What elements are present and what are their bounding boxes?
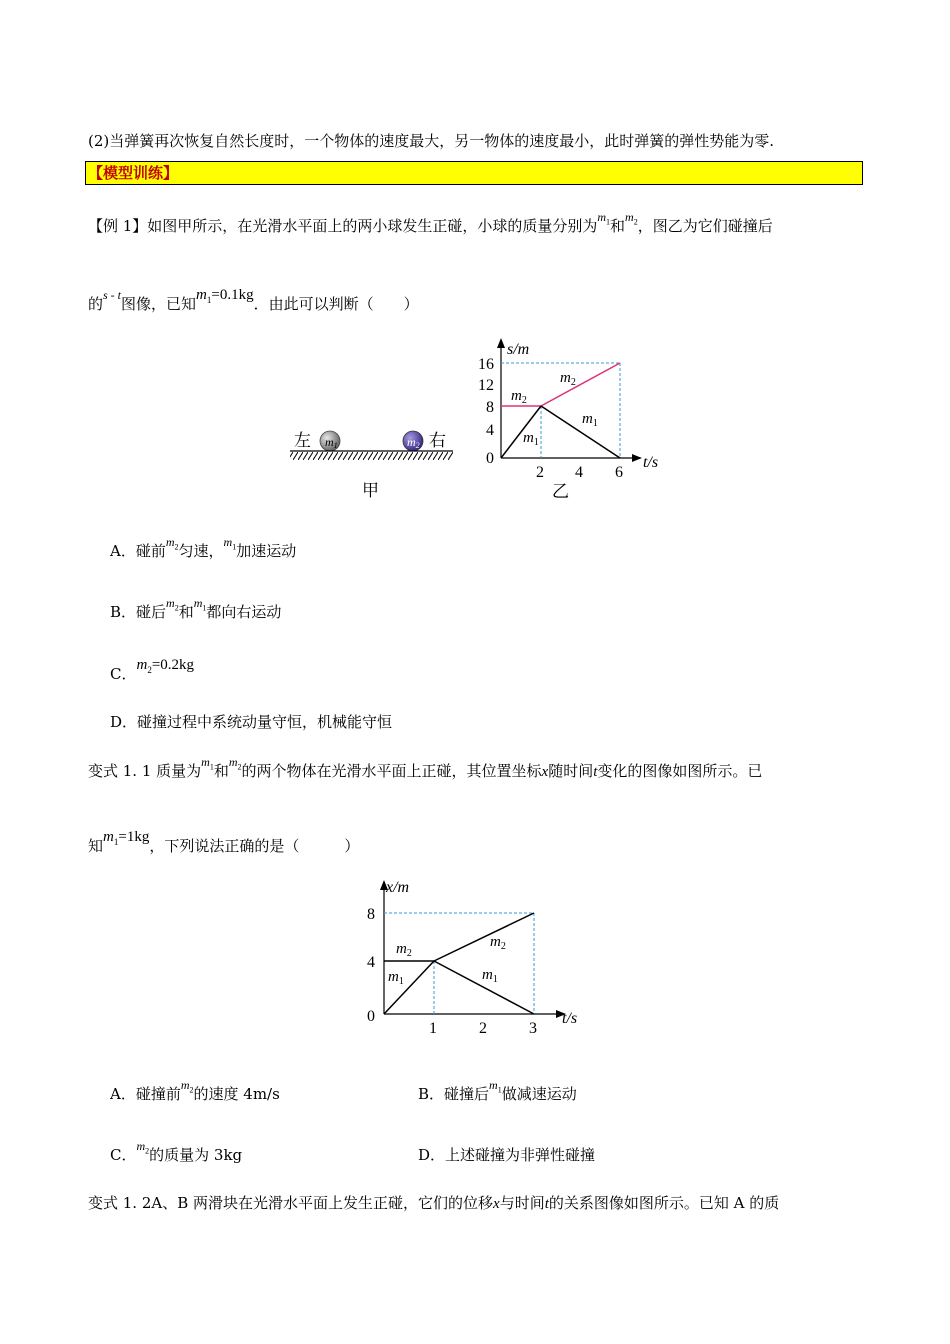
svg-text:m2: m2 xyxy=(407,435,420,450)
example1-option-c[interactable]: C．$m_2=0.2kg$ xyxy=(110,657,195,683)
y-tick-16: 16 xyxy=(478,356,494,373)
y-tick-8: 8 xyxy=(486,399,494,416)
example1-question-line1 xyxy=(88,210,773,242)
example1-prefix: 【例 1】如图甲所示，在光滑水平面上的两小球发生正碰，小球的质量分别为 xyxy=(88,217,598,235)
label-m2-before: $m_2$ xyxy=(396,941,412,959)
m2-after-line xyxy=(541,363,620,406)
label-left: 左 xyxy=(294,431,311,450)
svg-text:m1: m1 xyxy=(325,435,338,450)
label-m1-after: $m_1$ xyxy=(582,411,598,429)
variant1-xt-graph xyxy=(362,872,592,1037)
figure-yi-st-graph xyxy=(470,336,670,501)
label-m1-before: $m_1$ xyxy=(523,430,539,448)
label-m2-before: $m_2$ xyxy=(511,388,527,406)
x-tick-6: 6 xyxy=(615,464,623,481)
x-axis-title: t/s xyxy=(562,1010,578,1027)
y-tick-12: 12 xyxy=(478,377,494,394)
m1-before-line xyxy=(501,406,541,458)
y-axis-title: x/m xyxy=(386,879,410,896)
variant1-option-a[interactable]: A．碰撞前$^{m_2}$的速度 4m/s xyxy=(110,1078,280,1103)
y-tick-4: 4 xyxy=(367,954,375,971)
caption-jia: 甲 xyxy=(362,481,379,500)
line2-suffix: ．由此可以判断（ ） xyxy=(253,295,419,313)
label-right: 右 xyxy=(429,431,446,450)
label-m2-after: $m_2$ xyxy=(560,370,576,388)
y-axis-title: s/m xyxy=(507,341,530,358)
x-tick-3: 3 xyxy=(529,1020,537,1037)
label-m2-after: $m_2$ xyxy=(490,934,506,952)
section-banner: 【模型训练】 xyxy=(85,161,863,185)
y-tick-0: 0 xyxy=(367,1008,375,1025)
and-text: 和 xyxy=(610,217,626,235)
m2-symbol: m2 xyxy=(625,210,638,227)
y-tick-0: 0 xyxy=(486,450,494,467)
variant1-question-line1: 变式 1. 1 质量为$^{m_1}$和$^{m_2}$的两个物体在光滑水平面上正碰，其位置坐标x随时间t变化的图像如图所示。已 xyxy=(88,755,763,780)
label-m1-before: $m_1$ xyxy=(388,969,404,987)
example1-option-d[interactable]: D．碰撞过程中系统动量守恒，机械能守恒 xyxy=(110,713,393,731)
example1-option-a[interactable]: A．碰前$^{m_2}$匀速，$^{m_1}$加速运动 xyxy=(110,535,297,560)
line2-mid: 图像，已知 xyxy=(121,295,197,313)
caption-yi: 乙 xyxy=(552,482,569,501)
figure-jia xyxy=(288,420,458,500)
variant1-option-b[interactable]: B．碰撞后$^{m_1}$做减速运动 xyxy=(418,1078,577,1103)
x-tick-1: 1 xyxy=(429,1020,437,1037)
y-tick-8: 8 xyxy=(367,906,375,923)
intro-text: (2)当弹簧再次恢复自然长度时，一个物体的速度最大，另一物体的速度最小，此时弹簧的弹性势能为零. xyxy=(88,132,775,150)
x-tick-2: 2 xyxy=(479,1020,487,1037)
ground-hatch xyxy=(290,452,453,460)
example1-suffix: ，图乙为它们碰撞后 xyxy=(637,217,773,235)
given-m1: $m_1=0.1kg$ xyxy=(196,287,254,305)
variant1-question-line2: 知$m_1=1kg$，下列说法正确的是（ ） xyxy=(88,829,360,855)
example1-option-b[interactable]: B．碰后$^{m_2}$和$^{m_1}$都向右运动 xyxy=(110,596,282,621)
y-axis-arrow xyxy=(497,338,505,348)
example1-question-line2 xyxy=(88,287,419,320)
m1-symbol: m1 xyxy=(597,210,610,227)
line2-prefix: 的 xyxy=(88,295,104,313)
variant1-option-d[interactable]: D．上述碰撞为非弹性碰撞 xyxy=(418,1146,596,1164)
label-m1-after: $m_1$ xyxy=(482,967,498,985)
variant1-option-c[interactable]: C．$^{m_2}$的质量为 3kg xyxy=(110,1139,243,1164)
x-axis-arrow xyxy=(632,454,642,462)
variant2-question-line1: 变式 1. 2A、B 两滑块在光滑水平面上发生正碰，它们的位移x与时间t的关系图像如图所示。已知 A 的质 xyxy=(88,1194,780,1212)
m1-after-line xyxy=(541,406,620,458)
x-axis-title: t/s xyxy=(643,454,659,471)
x-tick-4: 4 xyxy=(575,464,583,481)
m2-after-line xyxy=(434,913,534,961)
x-tick-2: 2 xyxy=(536,464,544,481)
y-tick-4: 4 xyxy=(486,422,494,439)
st-symbol: s - t xyxy=(103,288,122,302)
